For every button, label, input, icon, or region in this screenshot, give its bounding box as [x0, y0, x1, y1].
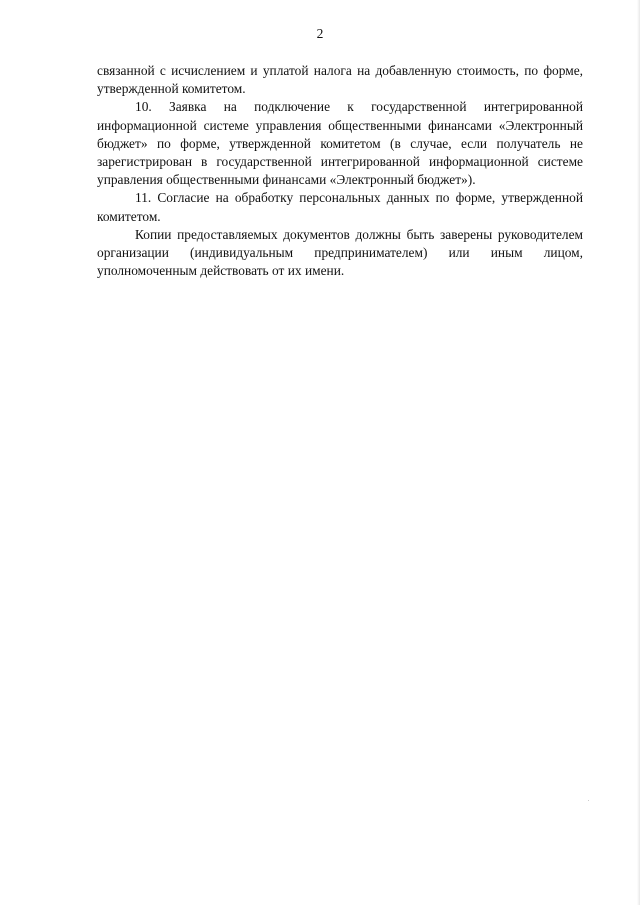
- paragraph-item-10: 10. Заявка на подключение к государственной интегрированной информационной системе управления общественными финансами «Электронный бюджет» по форме, утвержденной комитетом (в случае, если получатель не зарегистрирован в государственной интегрированной информационной системе управления общественными финансами «Электронный бюджет»).: [97, 99, 583, 188]
- page-number: 2: [316, 26, 324, 41]
- scan-speck: [588, 800, 589, 801]
- paragraph-item-11: 11. Согласие на обработку персональных данных по форме, утвержденной комитетом.: [97, 190, 583, 224]
- paragraph-continuation: связанной с исчислением и уплатой налога на добавленную стоимость, по форме, утвержденной комитетом.: [97, 63, 583, 97]
- document-body: [97, 62, 583, 280]
- paragraph-copies-note: Копии предоставляемых документов должны быть заверены руководителем организации (индивидуальным предпринимателем) или иным лицом, уполномоченным действовать от их имени.: [97, 226, 583, 279]
